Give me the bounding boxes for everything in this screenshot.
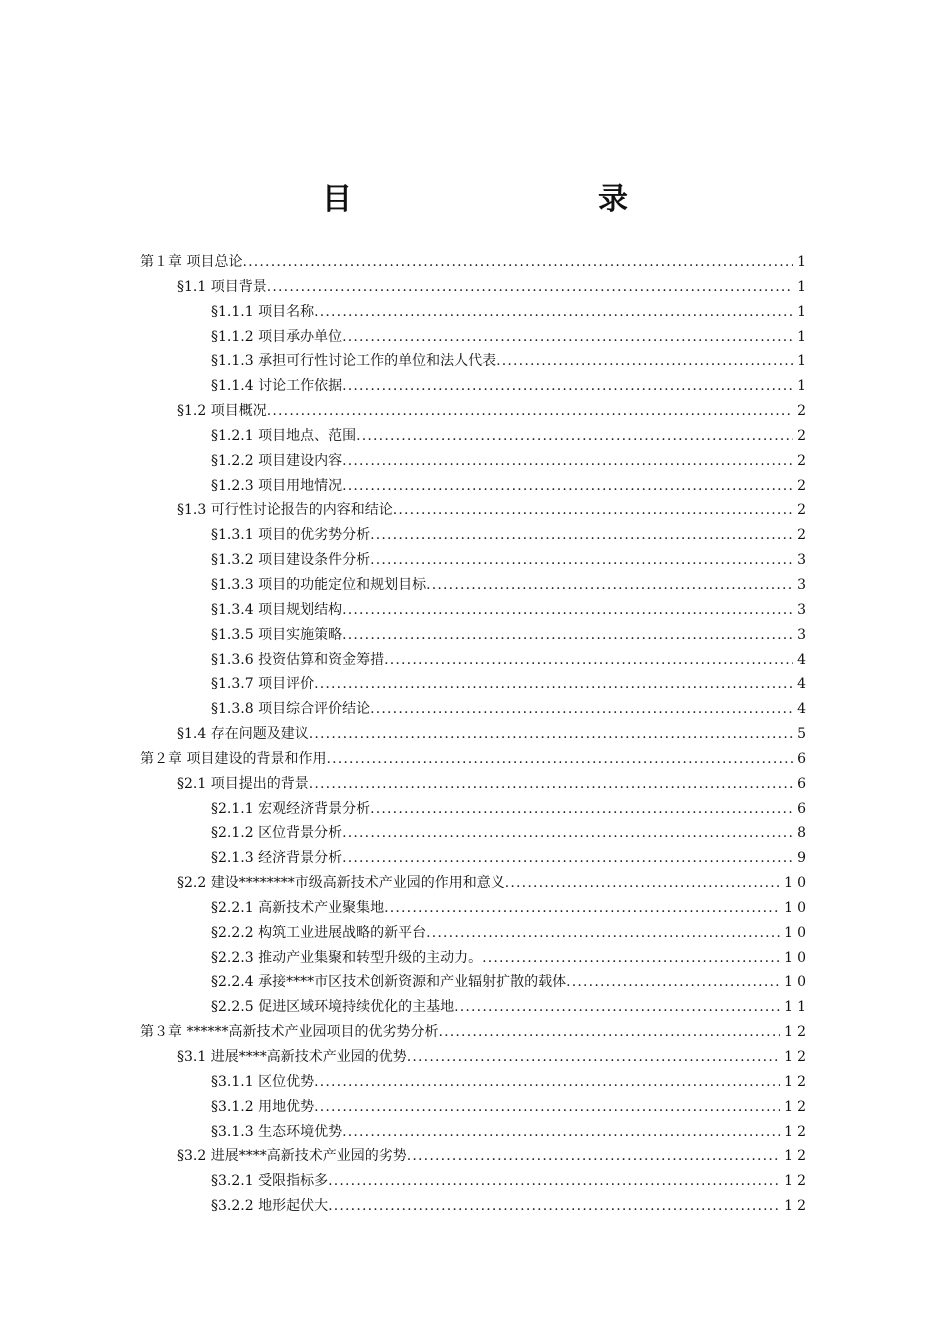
toc-entry-label: §3.1.3 生态环境优势 xyxy=(211,1123,343,1140)
toc-dot-leader xyxy=(342,598,793,623)
toc-entry-label: §2.1.2 区位背景分析 xyxy=(211,825,343,842)
toc-entry-page: 12 xyxy=(784,1148,810,1165)
toc-entry-page: 12 xyxy=(784,1073,810,1090)
toc-entry-label: §2.1.3 经济背景分析 xyxy=(211,850,343,867)
toc-entry[interactable] xyxy=(140,747,810,772)
toc-dot-leader xyxy=(342,374,793,399)
toc-entry-page: 6 xyxy=(797,775,810,792)
toc-dot-leader xyxy=(407,1144,780,1169)
toc-dot-leader xyxy=(342,846,793,871)
toc-entry-label: §2.2 建设********市级高新技术产业园的作用和意义 xyxy=(177,875,505,892)
toc-dot-leader xyxy=(482,946,780,971)
toc-dot-leader xyxy=(454,995,780,1020)
table-of-contents xyxy=(140,250,810,1219)
toc-dot-leader xyxy=(370,697,793,722)
toc-entry-page: 9 xyxy=(797,850,810,867)
toc-entry[interactable] xyxy=(140,374,810,399)
toc-entry-label: §2.2.1 高新技术产业聚集地 xyxy=(211,899,385,916)
toc-entry[interactable] xyxy=(140,772,810,797)
toc-dot-leader xyxy=(314,672,793,697)
toc-entry-page: 12 xyxy=(784,1123,810,1140)
toc-dot-leader xyxy=(328,1194,780,1219)
toc-entry[interactable] xyxy=(140,349,810,374)
toc-entry-label: §1.1.2 项目承办单位 xyxy=(211,328,343,345)
toc-entry-label: 第１章 项目总论 xyxy=(140,254,243,270)
toc-entry[interactable] xyxy=(140,921,810,946)
toc-entry-page: 3 xyxy=(797,601,810,618)
toc-entry-label: §1.3.1 项目的优劣势分析 xyxy=(211,527,371,544)
toc-entry[interactable] xyxy=(140,896,810,921)
toc-entry-label: §1.3 可行性讨论报告的内容和结论 xyxy=(177,502,393,519)
toc-entry[interactable] xyxy=(140,573,810,598)
toc-entry-label: §3.1 进展****高新技术产业园的优势 xyxy=(177,1049,407,1065)
toc-entry-page: 1 xyxy=(797,303,810,320)
toc-entry-label: §2.1.1 宏观经济背景分析 xyxy=(211,800,371,817)
toc-entry[interactable] xyxy=(140,697,810,722)
toc-entry[interactable] xyxy=(140,598,810,623)
toc-entry-label: §1.4 存在问题及建议 xyxy=(177,726,309,743)
page-title: 目 录 xyxy=(322,182,690,217)
toc-entry-page: 1 xyxy=(797,278,810,295)
toc-dot-leader xyxy=(342,1120,780,1145)
toc-entry[interactable] xyxy=(140,300,810,325)
toc-entry-label: §2.1 项目提出的背景 xyxy=(177,775,309,792)
toc-entry[interactable] xyxy=(140,1045,810,1070)
toc-dot-leader xyxy=(342,821,793,846)
toc-entry-page: 4 xyxy=(797,701,810,718)
toc-entry[interactable] xyxy=(140,672,810,697)
toc-dot-leader xyxy=(370,548,793,573)
toc-entry[interactable] xyxy=(140,523,810,548)
toc-entry[interactable] xyxy=(140,1194,810,1219)
toc-entry-page: 8 xyxy=(797,825,810,842)
toc-entry-page: 1 xyxy=(797,254,810,270)
toc-dot-leader xyxy=(426,573,793,598)
toc-entry-page: 4 xyxy=(797,676,810,693)
toc-entry-page: 12 xyxy=(784,1049,810,1065)
toc-dot-leader xyxy=(309,772,793,797)
toc-entry[interactable] xyxy=(140,797,810,822)
toc-entry[interactable] xyxy=(140,648,810,673)
toc-entry-page: 12 xyxy=(784,1024,810,1041)
toc-entry[interactable] xyxy=(140,498,810,523)
toc-entry-page: 2 xyxy=(797,502,810,519)
toc-dot-leader xyxy=(267,399,793,424)
toc-dot-leader xyxy=(267,275,793,300)
toc-entry-label: §1.3.5 项目实施策略 xyxy=(211,626,343,643)
toc-entry-page: 3 xyxy=(797,576,810,593)
toc-dot-leader xyxy=(370,797,793,822)
toc-entry-label: §1.2 项目概况 xyxy=(177,403,267,420)
toc-dot-leader xyxy=(384,648,793,673)
toc-entry[interactable] xyxy=(140,325,810,350)
toc-dot-leader xyxy=(242,250,793,275)
toc-dot-leader xyxy=(356,424,793,449)
toc-entry-label: §1.3.2 项目建设条件分析 xyxy=(211,552,371,569)
toc-entry-page: 5 xyxy=(797,726,810,743)
toc-entry-label: §2.2.2 构筑工业进展战略的新平台 xyxy=(211,924,427,941)
toc-dot-leader xyxy=(438,1020,780,1045)
toc-entry[interactable] xyxy=(140,821,810,846)
toc-entry-label: §1.2.2 项目建设内容 xyxy=(211,452,343,469)
toc-entry[interactable] xyxy=(140,871,810,896)
toc-entry-label: §1.3.6 投资估算和资金筹措 xyxy=(211,651,385,668)
toc-entry[interactable] xyxy=(140,250,810,275)
toc-entry[interactable] xyxy=(140,548,810,573)
toc-entry[interactable] xyxy=(140,1120,810,1145)
toc-entry-label: 第３章 ******高新技术产业园项目的优劣势分析 xyxy=(140,1024,439,1041)
toc-entry-page: 10 xyxy=(784,899,810,916)
toc-entry-page: 12 xyxy=(784,1173,810,1190)
toc-entry-label: §1.1 项目背景 xyxy=(177,278,267,295)
toc-entry-label: §3.1.2 用地优势 xyxy=(211,1098,315,1115)
toc-dot-leader xyxy=(370,523,793,548)
toc-entry-page: 4 xyxy=(797,651,810,668)
toc-dot-leader xyxy=(326,747,793,772)
toc-entry-page: 10 xyxy=(784,974,810,991)
toc-entry-label: §1.3.7 项目评价 xyxy=(211,676,315,693)
toc-entry[interactable] xyxy=(140,474,810,499)
toc-entry-label: §1.3.4 项目规划结构 xyxy=(211,601,343,618)
toc-dot-leader xyxy=(314,1095,780,1120)
toc-entry-label: §2.2.3 推动产业集聚和转型升级的主动力。 xyxy=(211,949,483,966)
toc-entry-label: §1.1.3 承担可行性讨论工作的单位和法人代表 xyxy=(211,353,497,370)
toc-entry[interactable] xyxy=(140,424,810,449)
toc-dot-leader xyxy=(342,325,793,350)
toc-entry-label: §3.2.2 地形起伏大 xyxy=(211,1198,329,1215)
toc-entry-label: §3.1.1 区位优势 xyxy=(211,1073,315,1090)
toc-entry-page: 2 xyxy=(797,427,810,444)
toc-entry-page: 10 xyxy=(784,949,810,966)
toc-entry-page: 6 xyxy=(797,800,810,817)
toc-dot-leader xyxy=(407,1045,780,1070)
toc-entry-label: §1.1.1 项目名称 xyxy=(211,303,315,320)
toc-entry-label: §1.2.3 项目用地情况 xyxy=(211,477,343,494)
toc-entry[interactable] xyxy=(140,722,810,747)
toc-entry-page: 2 xyxy=(797,403,810,420)
toc-entry-page: 3 xyxy=(797,626,810,643)
toc-entry-page: 6 xyxy=(797,750,810,767)
toc-entry[interactable] xyxy=(140,1070,810,1095)
toc-entry-label: §3.2 进展****高新技术产业园的劣势 xyxy=(177,1148,407,1165)
toc-dot-leader xyxy=(342,623,793,648)
toc-entry-page: 2 xyxy=(797,527,810,544)
toc-entry-label: §1.2.1 项目地点、范围 xyxy=(211,427,357,444)
toc-entry-page: 12 xyxy=(784,1198,810,1215)
toc-dot-leader xyxy=(328,1169,780,1194)
toc-dot-leader xyxy=(566,970,780,995)
toc-entry[interactable] xyxy=(140,449,810,474)
toc-entry-page: 1 xyxy=(797,378,810,395)
toc-entry-label: §1.1.4 讨论工作依据 xyxy=(211,378,343,395)
toc-entry[interactable] xyxy=(140,946,810,971)
toc-dot-leader xyxy=(314,300,793,325)
toc-entry-page: 10 xyxy=(784,924,810,941)
toc-dot-leader xyxy=(342,474,793,499)
toc-entry-page: 11 xyxy=(784,999,810,1016)
toc-entry[interactable] xyxy=(140,1169,810,1194)
toc-entry-label: §1.3.3 项目的功能定位和规划目标 xyxy=(211,576,427,593)
toc-entry-page: 3 xyxy=(797,552,810,569)
toc-dot-leader xyxy=(384,896,780,921)
toc-dot-leader xyxy=(426,921,780,946)
toc-entry-label: §2.2.4 承接****市区技术创新资源和产业辐射扩散的载体 xyxy=(211,974,567,991)
toc-dot-leader xyxy=(309,722,793,747)
toc-dot-leader xyxy=(393,498,793,523)
toc-entry-page: 2 xyxy=(797,452,810,469)
toc-entry[interactable] xyxy=(140,399,810,424)
toc-entry-page: 1 xyxy=(797,328,810,345)
toc-entry[interactable] xyxy=(140,995,810,1020)
toc-entry[interactable] xyxy=(140,1095,810,1120)
toc-entry-label: 第２章 项目建设的背景和作用 xyxy=(140,750,327,767)
toc-entry-page: 2 xyxy=(797,477,810,494)
toc-entry[interactable] xyxy=(140,1144,810,1169)
toc-entry[interactable] xyxy=(140,275,810,300)
toc-dot-leader xyxy=(314,1070,780,1095)
toc-entry-page: 10 xyxy=(784,875,810,892)
toc-dot-leader xyxy=(505,871,780,896)
toc-entry-page: 12 xyxy=(784,1098,810,1115)
toc-entry[interactable] xyxy=(140,846,810,871)
toc-dot-leader xyxy=(342,449,793,474)
toc-entry[interactable] xyxy=(140,1020,810,1045)
toc-dot-leader xyxy=(496,349,793,374)
toc-entry[interactable] xyxy=(140,970,810,995)
toc-entry-label: §1.3.8 项目综合评价结论 xyxy=(211,701,371,718)
toc-entry-label: §2.2.5 促进区域环境持续优化的主基地 xyxy=(211,999,455,1016)
toc-entry[interactable] xyxy=(140,623,810,648)
toc-entry-page: 1 xyxy=(797,353,810,370)
toc-entry-label: §3.2.1 受限指标多 xyxy=(211,1173,329,1190)
